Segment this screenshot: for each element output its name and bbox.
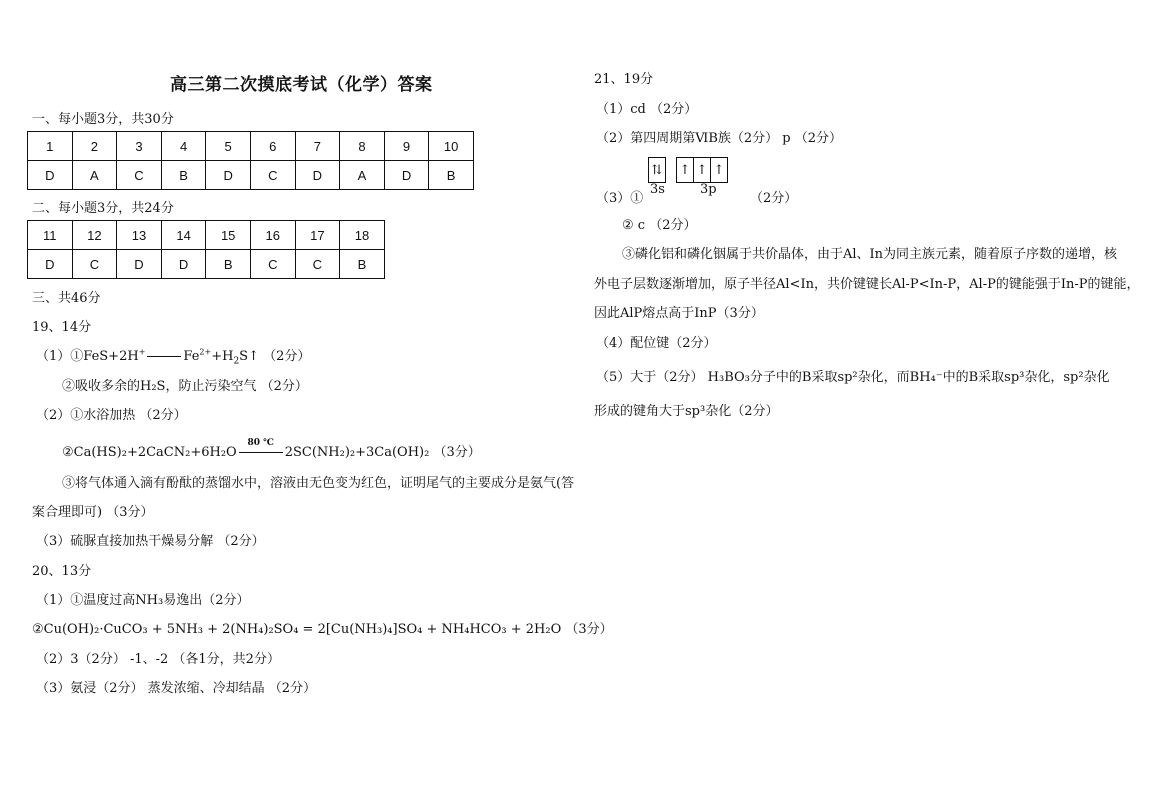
q19-l1-sub: 2	[233, 356, 240, 367]
table-cell: 10	[429, 132, 474, 161]
q19-line-2: ②吸收多余的H₂S，防止污染空气 （2分）	[62, 379, 308, 394]
table-cell: B	[429, 161, 474, 190]
table-row-answers	[28, 161, 474, 190]
table-cell: 13	[117, 221, 162, 250]
table-cell: C	[72, 250, 117, 279]
q19-l1-mid: Fe	[183, 349, 200, 364]
table-row-numbers	[28, 132, 474, 161]
table-cell: 11	[28, 221, 73, 250]
q19-line-1	[36, 345, 310, 367]
q21-line-6: （4）配位键（2分）	[596, 336, 717, 351]
table-cell: A	[340, 161, 385, 190]
table-cell: 18	[340, 221, 385, 250]
equals-arrow	[147, 356, 181, 357]
eq-right: 2SC(NH₂)₂+3Ca(OH)₂ （3分）	[284, 445, 481, 460]
q20-line-3: （2）3（2分） -1、-2 （各1分，共2分）	[36, 652, 280, 667]
table-cell: 9	[384, 132, 429, 161]
eq-left: ②Ca(HS)₂+2CaCN₂+6H₂O	[62, 445, 237, 460]
part3-heading: 三、共46分	[32, 291, 101, 306]
orbital-box: ↑	[679, 162, 691, 178]
table-cell: D	[295, 161, 340, 190]
q21-line-8: 形成的键角大于sp³杂化（2分）	[594, 404, 779, 419]
answer-table-1	[27, 131, 474, 190]
q21-line-7: （5）大于（2分） H₃BO₃分子中的B采取sp²杂化，而BH₄⁻中的B采取sp³杂化，sp²杂化	[596, 370, 1110, 385]
table-cell: 4	[161, 132, 206, 161]
answer-table-2	[27, 220, 385, 279]
q19-l1-tail: +H	[211, 349, 234, 364]
table-cell: D	[384, 161, 429, 190]
table-cell: 17	[295, 221, 340, 250]
table-cell: B	[340, 250, 385, 279]
table-row-numbers	[28, 221, 385, 250]
q19-l1-pre: （1）①FeS+2H	[36, 349, 139, 364]
table-cell: B	[161, 161, 206, 190]
table-row-answers	[28, 250, 385, 279]
orbital-box: ↑	[693, 158, 710, 182]
part2-heading: 二、每小题3分，共24分	[32, 201, 174, 216]
q21-line-2: （2）第四周期第ⅥB族（2分） p （2分）	[596, 131, 843, 146]
q19-line-6: （3）硫脲直接加热干燥易分解 （2分）	[36, 534, 265, 549]
table-cell: D	[161, 250, 206, 279]
page-title: 高三第二次摸底考试（化学）答案	[170, 75, 433, 95]
table-cell: D	[117, 250, 162, 279]
table-cell: 14	[161, 221, 206, 250]
q21-line-3-score: （2分）	[750, 191, 798, 206]
table-cell: C	[117, 161, 162, 190]
q19-equation	[62, 438, 481, 460]
q21-line-4: ② c （2分）	[622, 218, 697, 233]
q20-heading: 20、13分	[32, 564, 92, 579]
table-cell: D	[206, 161, 251, 190]
q21-line-5c: 因此AlP熔点高于InP（3分）	[594, 306, 764, 321]
q19-l1-end: S↑ （2分）	[239, 349, 311, 364]
table-cell: 12	[72, 221, 117, 250]
table-cell: B	[206, 250, 251, 279]
orbital-label-3p: 3p	[700, 182, 717, 197]
table-cell: 7	[295, 132, 340, 161]
q21-heading: 21、19分	[594, 72, 654, 87]
orbital-box: ⇅	[651, 162, 663, 178]
q20-line-4: （3）氨浸（2分） 蒸发浓缩、冷却结晶 （2分）	[36, 681, 317, 696]
eq-condition: 80 ℃	[247, 438, 274, 448]
table-cell: C	[295, 250, 340, 279]
q20-line-2: ②Cu(OH)₂·CuCO₃ + 5NH₃ + 2(NH₄)₂SO₄ = 2[Cu(NH₃)₄]SO₄ + NH₄HCO₃ + 2H₂O （3分）	[32, 622, 613, 637]
table-cell: 5	[206, 132, 251, 161]
table-cell: C	[250, 161, 295, 190]
q19-l1-sup2: 2+	[199, 347, 212, 357]
orbital-3p	[676, 157, 728, 183]
q21-line-1: （1）cd （2分）	[596, 102, 698, 117]
q19-line-5a: ③将气体通入滴有酚酞的蒸馏水中，溶液由无色变为红色，证明尾气的主要成分是氨气(答	[62, 476, 575, 491]
q21-line-5b: 外电子层数逐渐增加，原子半径Al<In，共价键键长Al-P<In-P，Al-P的键能强于In-P的键能，	[594, 277, 1140, 292]
table-cell: 15	[206, 221, 251, 250]
reaction-arrow	[239, 438, 283, 453]
part1-heading: 一、每小题3分，共30分	[32, 112, 174, 127]
table-cell: D	[28, 250, 73, 279]
q19-line-5b: 案合理即可) （3分）	[32, 505, 154, 520]
table-cell: 16	[250, 221, 295, 250]
q21-line-3-prefix: （3）①	[596, 191, 644, 206]
orbital-box: ↑	[710, 158, 727, 182]
q20-line-1: （1）①温度过高NH₃易逸出（2分）	[36, 593, 250, 608]
table-cell: 1	[28, 132, 73, 161]
table-cell: 6	[250, 132, 295, 161]
table-cell: 8	[340, 132, 385, 161]
table-cell: 3	[117, 132, 162, 161]
table-cell: 2	[72, 132, 117, 161]
orbital-3s	[648, 157, 666, 183]
q21-line-5a: ③磷化铝和磷化铟属于共价晶体，由于Al、In为同主族元素，随着原子序数的递增，核	[622, 247, 1118, 262]
table-cell: D	[28, 161, 73, 190]
q19-line-3: （2）①水浴加热 （2分）	[36, 408, 187, 423]
table-cell: C	[250, 250, 295, 279]
orbital-label-3s: 3s	[650, 182, 665, 197]
table-cell: A	[72, 161, 117, 190]
q19-heading: 19、14分	[32, 320, 92, 335]
q19-l1-sup1: +	[138, 347, 146, 357]
